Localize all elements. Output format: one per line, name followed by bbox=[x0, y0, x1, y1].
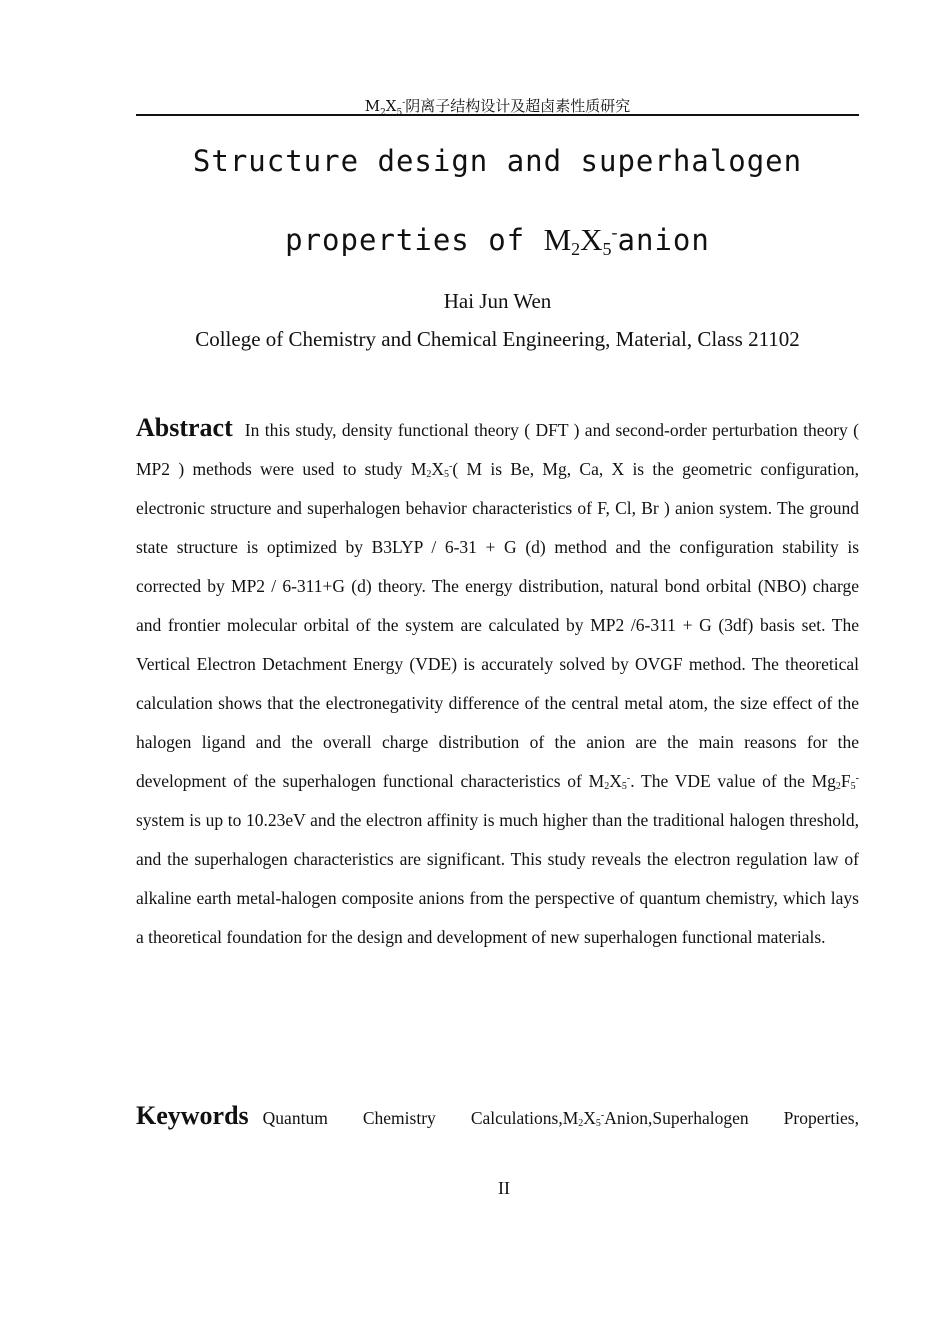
abstract-text-2: ( M is Be, Mg, Ca, X is the geometric configuration, electronic structure and superhalogen behavior characteristics of F, Cl, Br ) anion system. The ground state structure is optimized by B3LYP / 6-31 + G (d) method and the configuration stability is corrected by MP2 / 6-311+G (d) theory. The energy distribution, natural bond orbital (NBO) charge and frontier molecular orbital of the system are calculated by MP2 /6-311 + G (3df) basis set. The Vertical Electron Detachment Energy (VDE) is accurately solved by OVGF method. The theoretical calculation shows that the electronegativity difference of the central metal atom, the size effect of the halogen ligand and the overall charge distribution of the anion are the main reasons for the development of the superhalogen functional characteristics of M bbox=[136, 459, 859, 791]
running-header bbox=[136, 92, 859, 116]
header-formula-x-sub: 5 bbox=[396, 108, 403, 118]
abstract-text-3b: F bbox=[840, 771, 851, 791]
abstract-sup: - bbox=[449, 461, 453, 472]
header-formula-m-sub: 2 bbox=[380, 108, 386, 118]
abstract-sub: 2 bbox=[426, 469, 432, 480]
keywords-sub: 5 bbox=[595, 1118, 601, 1129]
title-formula-charge: - bbox=[611, 222, 618, 242]
author-affiliation: College of Chemistry and Chemical Engineering, Material, Class 21102 bbox=[195, 327, 800, 351]
keywords-text-3: Anion,Superhalogen Properties, bbox=[604, 1108, 859, 1128]
title-line-2 bbox=[136, 222, 859, 260]
abstract-sub: 5 bbox=[850, 781, 856, 792]
title-formula-x: X bbox=[580, 222, 603, 257]
abstract-paragraph bbox=[136, 408, 859, 957]
title-line-2-suffix: anion bbox=[617, 223, 710, 257]
title-formula bbox=[544, 222, 618, 257]
abstract-sup: - bbox=[626, 773, 631, 784]
abstract-text-4: system is up to 10.23eV and the electron affinity is much higher than the traditional halogen threshold, and the superhalogen characteristics are significant. This study reveals the electron regulation law of alkaline earth metal-halogen composite anions from the perspective of quantum chemistry, which lays a theoretical foundation for the design and development of new superhalogen functional materials. bbox=[136, 810, 859, 947]
keywords-sub: 2 bbox=[578, 1118, 584, 1129]
abstract-sup: - bbox=[855, 773, 859, 784]
abstract-sub: 5 bbox=[444, 469, 450, 480]
header-formula-m: M bbox=[364, 97, 381, 115]
keywords-text-2: X bbox=[583, 1108, 596, 1128]
header-formula-x: X bbox=[385, 97, 397, 115]
abstract-heading: Abstract bbox=[136, 413, 233, 442]
abstract-text-1: In this study, density functional theory ( DFT ) and second-order perturbation theory ( MP2 ) methods were used to study M bbox=[136, 420, 859, 479]
abstract-text-1b: X bbox=[431, 459, 445, 479]
abstract-sub: 2 bbox=[835, 781, 841, 792]
abstract-text-2b: X bbox=[609, 771, 622, 791]
title-line-2-prefix: properties of bbox=[285, 223, 544, 257]
keywords-text-1: Quantum Chemistry Calculations,M bbox=[262, 1108, 579, 1128]
keywords-heading: Keywords bbox=[136, 1101, 249, 1130]
title-formula-m: M bbox=[543, 222, 572, 257]
abstract-sub: 5 bbox=[621, 781, 627, 792]
title-line-1: Structure design and superhalogen bbox=[192, 144, 803, 178]
keywords-line bbox=[136, 1096, 859, 1138]
header-title-text: 阴离子结构设计及超卤素性质研究 bbox=[405, 97, 631, 115]
title-formula-x-sub: 5 bbox=[602, 239, 612, 259]
keywords-sup: - bbox=[600, 1110, 605, 1121]
title-formula-m-sub: 2 bbox=[571, 239, 581, 259]
header-formula-charge: - bbox=[402, 98, 406, 108]
abstract-sub: 2 bbox=[604, 781, 610, 792]
page-number: II bbox=[498, 1178, 510, 1198]
author-name: Hai Jun Wen bbox=[443, 289, 552, 313]
abstract-text-3: . The VDE value of the Mg bbox=[630, 771, 836, 791]
